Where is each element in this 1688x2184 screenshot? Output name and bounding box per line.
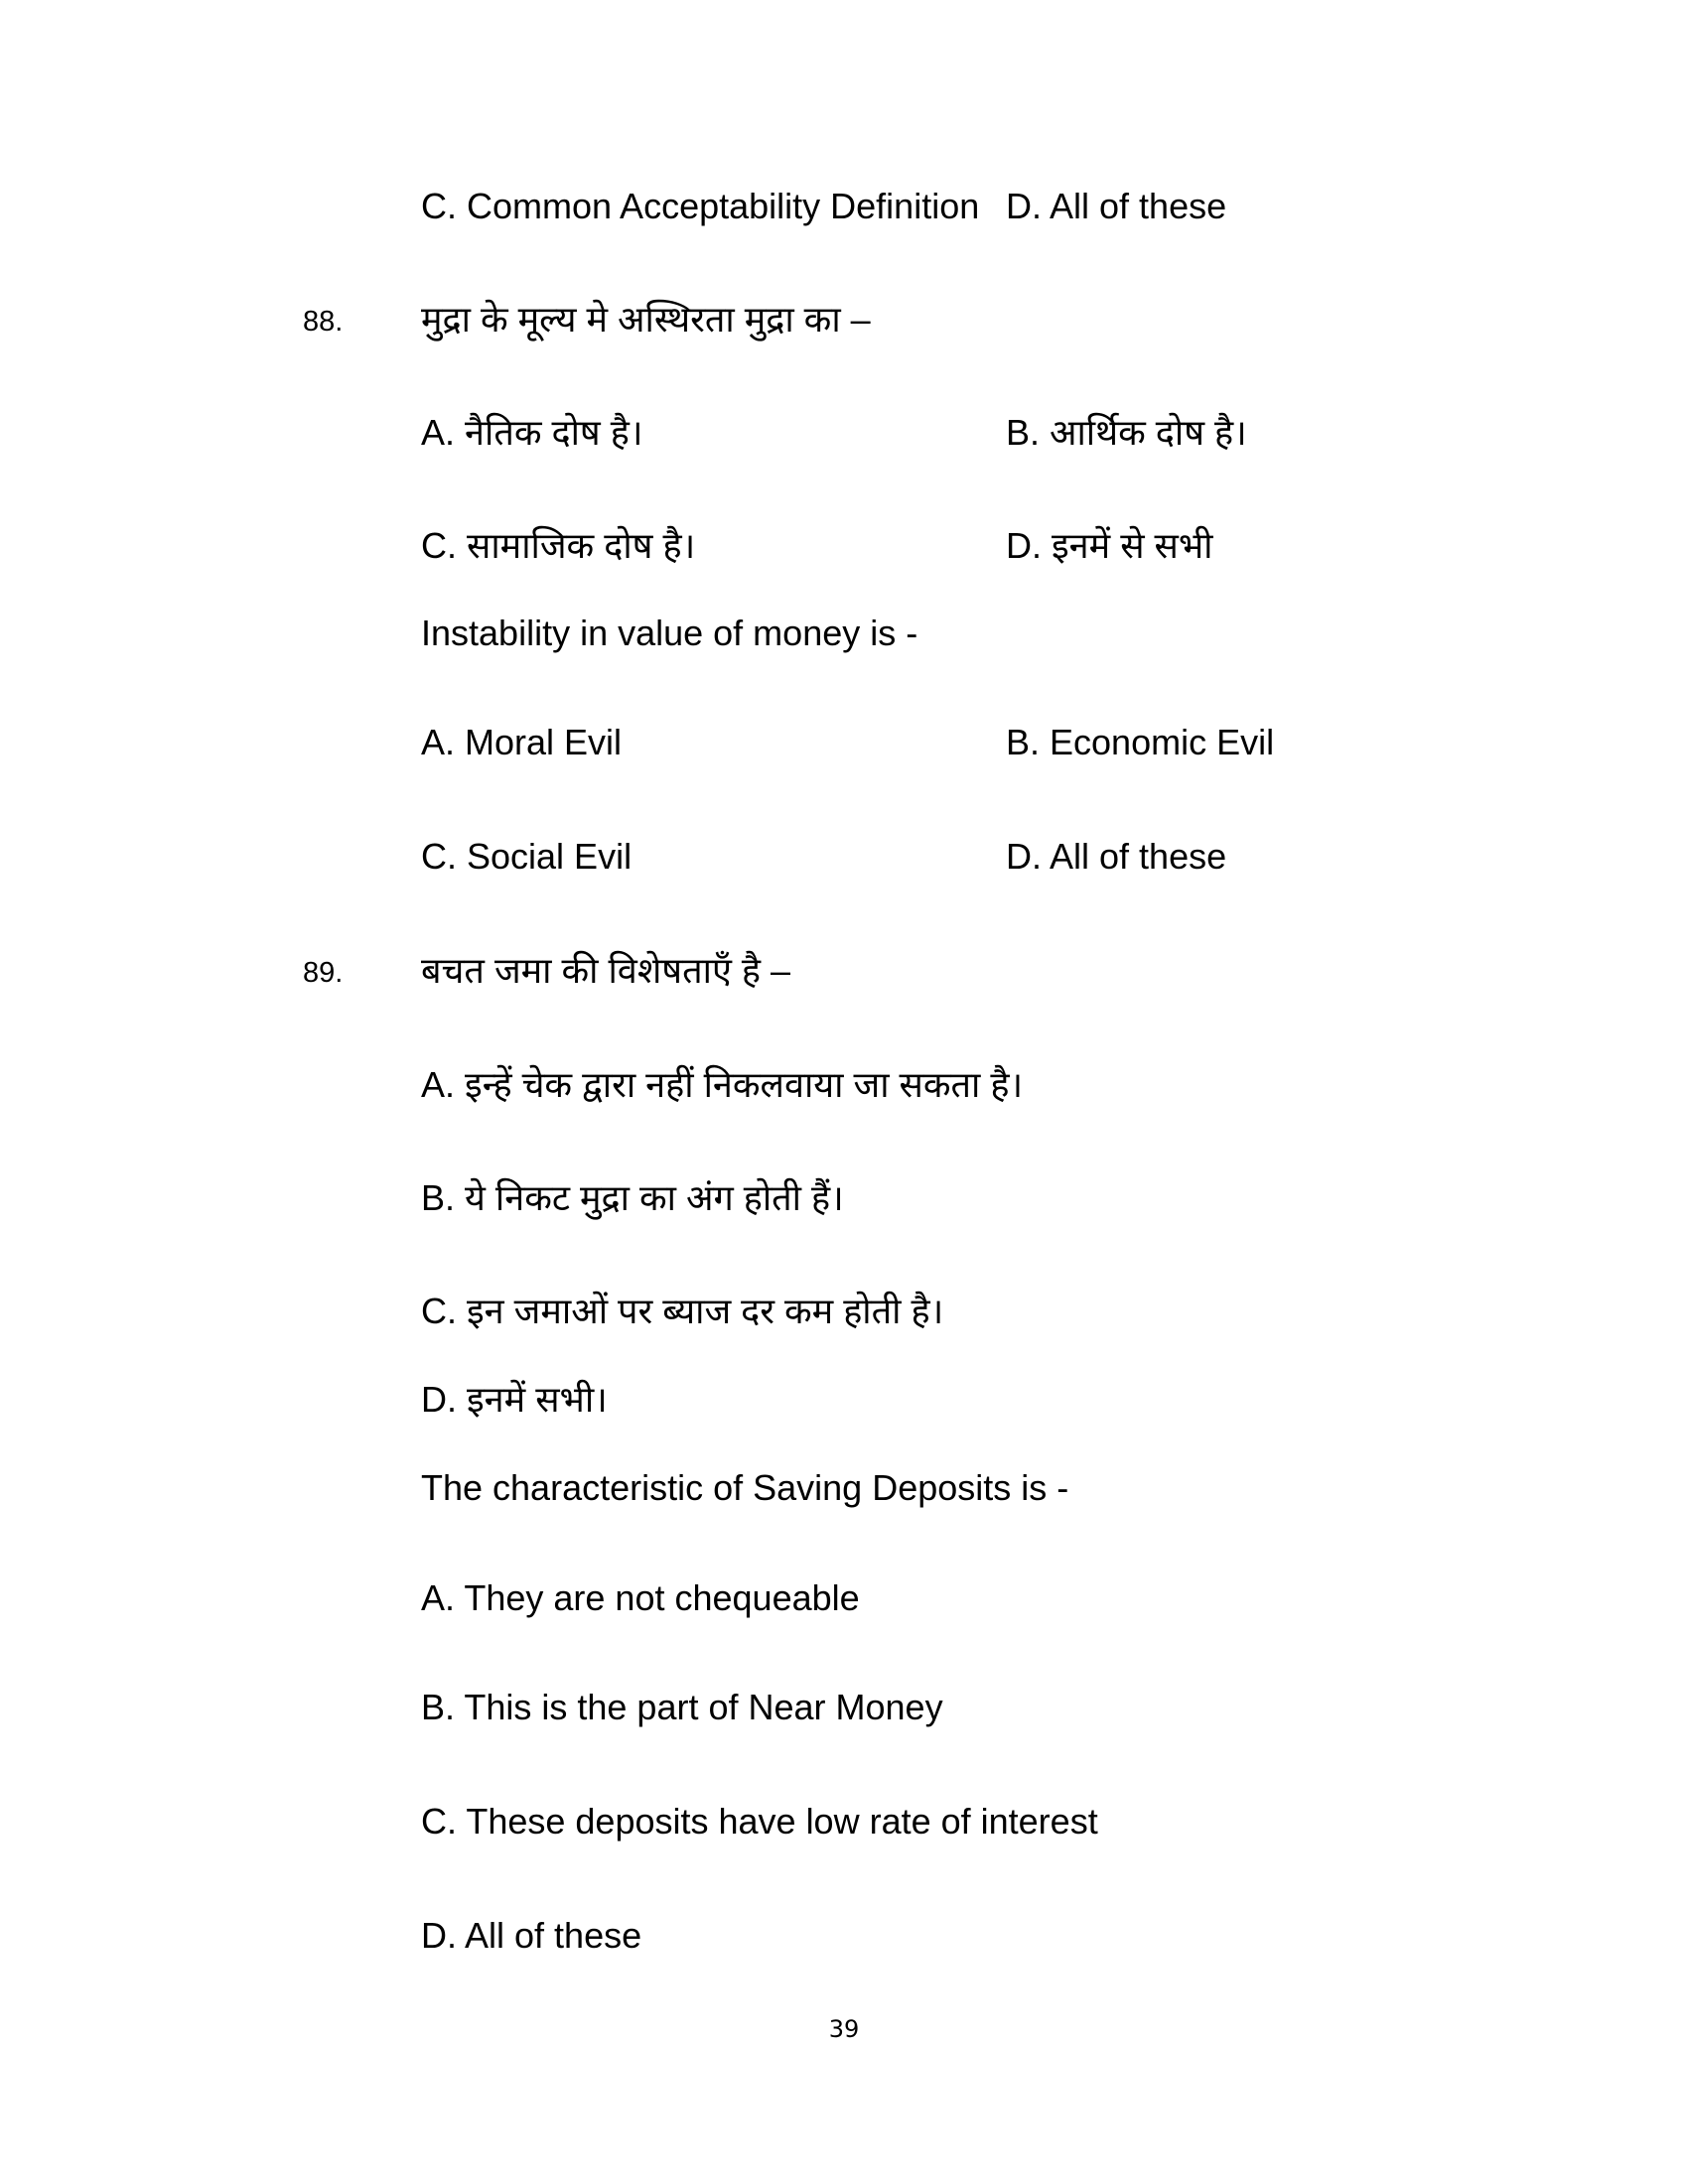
q89-english-option-b: B. This is the part of Near Money (421, 1687, 943, 1727)
top-option-d: D. All of these (1006, 186, 1227, 226)
q89-english-option-a: A. They are not chequeable (421, 1577, 860, 1618)
q89-hindi-option-a: A. इन्हें चेक द्वारा नहीं निकलवाया जा सकता है। (421, 1064, 1024, 1105)
q88-english-option-a: A. Moral Evil (421, 722, 623, 762)
q89-hindi-option-d: D. इनमें सभी। (421, 1379, 608, 1420)
q89-hindi-option-b: B. ये निकट मुद्रा का अंग होती हैं। (421, 1177, 844, 1218)
q88-english-option-d: D. All of these (1006, 836, 1227, 877)
q88-english-option-c: C. Social Evil (421, 836, 633, 877)
q88-hindi-option-b: B. आर्थिक दोष है। (1006, 412, 1247, 453)
question-89-hindi: बचत जमा की विशेषताएँ है – (421, 950, 790, 991)
top-option-c: C. Common Acceptability Definition (421, 186, 980, 226)
question-89-number: 89. (303, 957, 344, 989)
question-88-hindi: मुद्रा के मूल्य मे अस्थिरता मुद्रा का – (421, 299, 871, 340)
page-number: 39 (828, 2015, 860, 2043)
q89-english-option-c: C. These deposits have low rate of interest (421, 1801, 1098, 1842)
question-88-number: 88. (303, 306, 344, 338)
question-89-english: The characteristic of Saving Deposits is - (421, 1467, 1069, 1508)
q89-english-option-d: D. All of these (421, 1915, 642, 1956)
q88-hindi-option-c: C. सामाजिक दोष है। (421, 525, 696, 566)
question-88-english: Instability in value of money is - (421, 613, 918, 653)
q88-hindi-option-d: D. इनमें से सभी (1006, 525, 1213, 566)
q88-english-option-b: B. Economic Evil (1006, 722, 1275, 762)
q89-hindi-option-c: C. इन जमाओं पर ब्याज दर कम होती है। (421, 1291, 944, 1331)
q88-hindi-option-a: A. नैतिक दोष है। (421, 412, 643, 453)
